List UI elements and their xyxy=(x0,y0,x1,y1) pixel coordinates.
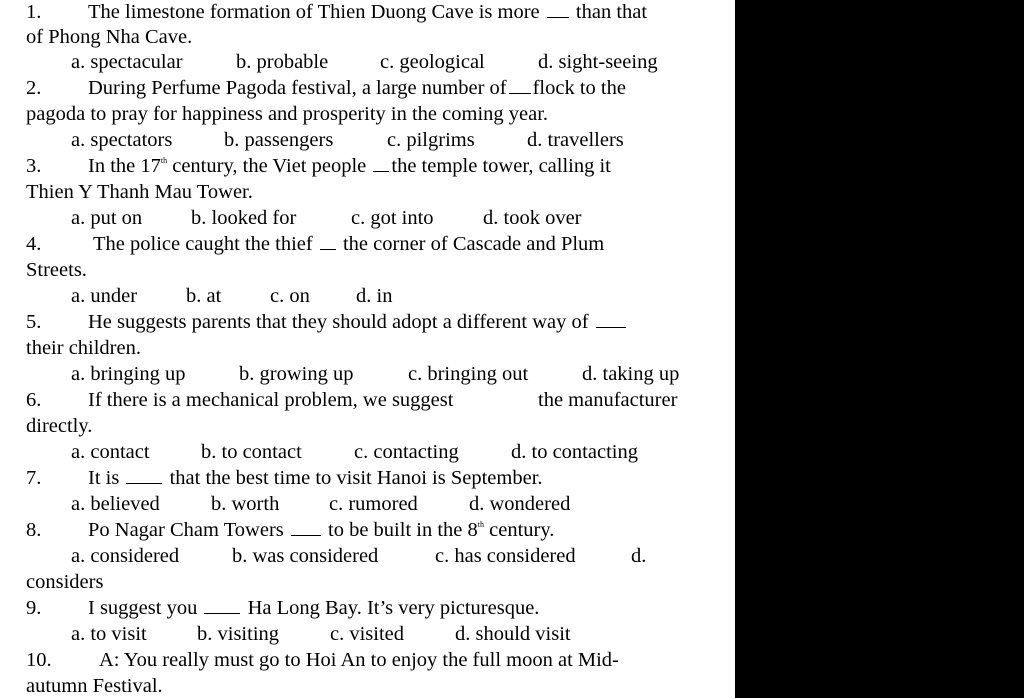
option-a[interactable]: a. considered xyxy=(71,545,180,567)
question-text: flock to the xyxy=(532,77,626,99)
option-d[interactable]: d. sight-seeing xyxy=(538,51,658,73)
question-2-stem xyxy=(88,76,626,100)
option-a[interactable]: a. contact xyxy=(71,441,150,463)
question-number: 9. xyxy=(26,597,42,619)
answer-blank[interactable] xyxy=(509,76,531,94)
option-d[interactable]: d. wondered xyxy=(469,493,571,515)
question-3-continuation: Thien Y Thanh Mau Tower. xyxy=(26,181,253,203)
question-text: It is xyxy=(88,467,120,489)
question-9-stem xyxy=(88,596,539,620)
question-6-continuation: directly. xyxy=(26,415,93,437)
question-text: The limestone formation of Thien Duong Cave is more xyxy=(88,1,540,23)
option-c[interactable]: c. got into xyxy=(351,207,434,229)
option-b[interactable]: b. looked for xyxy=(191,207,297,229)
question-5-continuation: their children. xyxy=(26,337,141,359)
question-2-continuation: pagoda to pray for happiness and prosperity in the coming year. xyxy=(26,103,549,125)
answer-blank[interactable] xyxy=(126,466,162,484)
question-1-stem xyxy=(88,0,647,24)
ordinal-suffix: th xyxy=(477,520,484,529)
question-7-stem xyxy=(88,466,543,490)
question-1-continuation: of Phong Nha Cave. xyxy=(26,26,193,48)
question-6-stem-end: the manufacturer xyxy=(538,389,678,411)
option-d[interactable]: d. travellers xyxy=(527,129,624,151)
question-number: 2. xyxy=(26,77,42,99)
option-c[interactable]: c. bringing out xyxy=(408,363,529,385)
question-3-stem xyxy=(88,154,611,178)
option-a[interactable]: a. put on xyxy=(71,207,143,229)
answer-blank[interactable] xyxy=(204,596,240,614)
option-b[interactable]: b. probable xyxy=(236,51,329,73)
answer-blank[interactable] xyxy=(373,154,389,172)
option-b[interactable]: b. was considered xyxy=(232,545,379,567)
option-a[interactable]: a. to visit xyxy=(71,623,147,645)
option-d[interactable]: d. to contacting xyxy=(511,441,638,463)
option-c[interactable]: c. rumored xyxy=(329,493,418,515)
question-text: that the best time to visit Hanoi is September. xyxy=(169,467,543,489)
option-c[interactable]: c. visited xyxy=(330,623,405,645)
question-number: 8. xyxy=(26,519,42,541)
question-number: 5. xyxy=(26,311,42,333)
question-text: Ha Long Bay. It’s very picturesque. xyxy=(247,597,540,619)
option-c[interactable]: c. geological xyxy=(380,51,485,73)
question-8-stem xyxy=(88,518,554,542)
black-margin-panel xyxy=(735,0,1024,698)
question-number: 10. xyxy=(26,649,52,671)
question-10-stem: A: You really must go to Hoi An to enjoy the full moon at Mid- xyxy=(99,649,619,671)
option-a[interactable]: a. bringing up xyxy=(71,363,186,385)
question-4-continuation: Streets. xyxy=(26,259,87,281)
question-4-stem xyxy=(93,232,604,256)
question-text: I suggest you xyxy=(88,597,198,619)
question-number: 6. xyxy=(26,389,42,411)
option-c[interactable]: c. pilgrims xyxy=(387,129,475,151)
option-b[interactable]: b. visiting xyxy=(197,623,280,645)
option-d[interactable]: d. taking up xyxy=(582,363,680,385)
option-c[interactable]: c. contacting xyxy=(354,441,459,463)
option-b[interactable]: b. at xyxy=(186,285,222,307)
option-a[interactable]: a. under xyxy=(71,285,138,307)
question-text: During Perfume Pagoda festival, a large number of xyxy=(88,77,507,99)
option-d[interactable]: d. in xyxy=(356,285,393,307)
answer-blank[interactable] xyxy=(291,518,321,536)
question-5-stem xyxy=(88,310,628,334)
option-b[interactable]: b. passengers xyxy=(224,129,334,151)
question-text: century. xyxy=(484,519,555,541)
question-number: 3. xyxy=(26,155,42,177)
question-text: to be built in the 8 xyxy=(328,519,478,541)
question-text: The police caught the thief xyxy=(93,233,313,255)
answer-blank[interactable] xyxy=(320,232,336,250)
option-c[interactable]: c. on xyxy=(270,285,310,307)
option-b[interactable]: b. worth xyxy=(211,493,280,515)
question-6-stem: If there is a mechanical problem, we suggest xyxy=(88,389,454,411)
option-a[interactable]: a. spectators xyxy=(71,129,173,151)
answer-blank[interactable] xyxy=(547,0,569,18)
option-a[interactable]: a. believed xyxy=(71,493,160,515)
option-c[interactable]: c. has considered xyxy=(435,545,576,567)
question-text: Po Nagar Cham Towers xyxy=(88,519,284,541)
question-10-continuation: autumn Festival. xyxy=(26,675,163,697)
option-b[interactable]: b. to contact xyxy=(201,441,302,463)
question-text: century, the Viet people xyxy=(167,155,367,177)
question-text: the corner of Cascade and Plum xyxy=(342,233,605,255)
question-number: 1. xyxy=(26,1,42,23)
option-a[interactable]: a. spectacular xyxy=(71,51,183,73)
question-text: than that xyxy=(575,1,648,23)
question-8-continuation[interactable]: considers xyxy=(26,571,104,593)
question-number: 7. xyxy=(26,467,42,489)
option-b[interactable]: b. growing up xyxy=(239,363,354,385)
question-text: He suggests parents that they should adopt a different way of xyxy=(88,311,589,333)
option-d[interactable]: d. xyxy=(631,545,647,567)
question-text: the temple tower, calling it xyxy=(391,155,611,177)
answer-blank[interactable] xyxy=(596,310,626,328)
ordinal-suffix: th xyxy=(160,156,168,165)
question-number: 4. xyxy=(26,233,42,255)
option-d[interactable]: d. should visit xyxy=(455,623,571,645)
question-text: In the 17 xyxy=(88,155,161,177)
option-d[interactable]: d. took over xyxy=(483,207,582,229)
